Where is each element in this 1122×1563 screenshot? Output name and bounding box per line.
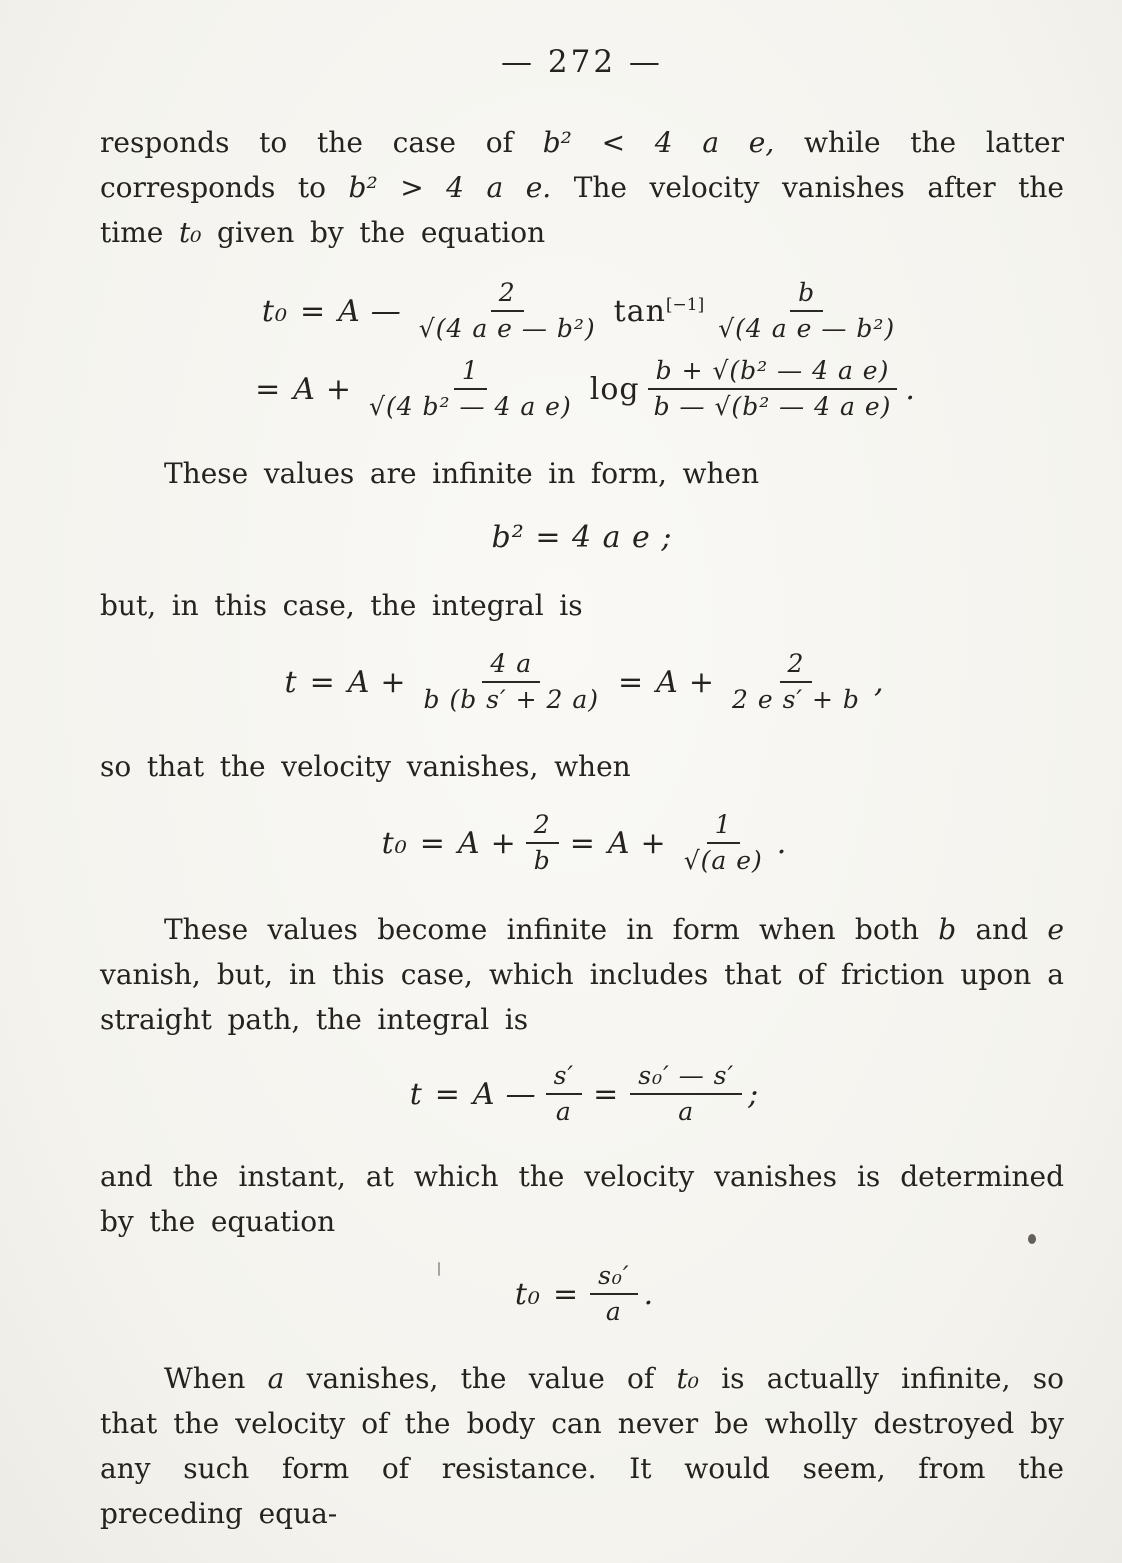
equals-sign: = <box>593 1076 620 1112</box>
denominator: √(4 a e — b²) <box>718 314 896 343</box>
math-inline: e <box>1047 913 1064 946</box>
numerator: 2 <box>526 809 559 844</box>
equals-sign: = <box>309 664 336 700</box>
fraction <box>710 277 903 345</box>
denominator: √(4 b² — 4 a e) <box>369 392 572 421</box>
fraction <box>546 1060 583 1128</box>
denominator: √(a e) <box>683 846 763 875</box>
paragraph-2 <box>100 451 1064 496</box>
fraction <box>676 809 771 877</box>
denominator: a <box>555 1097 572 1126</box>
paragraph-4 <box>100 744 1064 789</box>
scan-speck <box>438 1262 440 1276</box>
equals-sign: = <box>419 825 446 861</box>
text-run: When <box>164 1362 268 1395</box>
plus-sign: + <box>688 664 715 700</box>
equals-sign: = <box>299 293 327 329</box>
eq-term: A <box>347 664 371 700</box>
paragraph-1 <box>100 120 1064 255</box>
numerator: s₀′ <box>590 1260 638 1295</box>
text-run: so that the velocity vanishes, when <box>100 750 631 783</box>
fraction <box>361 355 580 423</box>
equation-friction-integral <box>100 1060 1064 1128</box>
eq-term: A <box>457 825 481 861</box>
function-superscript: [−1] <box>665 294 705 315</box>
page-number: — 272 — <box>501 44 663 80</box>
paragraph-5 <box>100 907 1064 1042</box>
numerator: 4 a <box>482 648 540 683</box>
eq-term: A <box>607 825 631 861</box>
plus-sign: + <box>325 371 353 407</box>
end-punctuation: , <box>873 664 885 700</box>
equals-sign: = <box>618 664 645 700</box>
fraction <box>590 1260 638 1328</box>
paragraph-6 <box>100 1154 1064 1244</box>
text-run: These values are infinite in form, when <box>164 457 760 490</box>
paragraph-7 <box>100 1356 1064 1536</box>
numerator: 2 <box>780 648 813 683</box>
text-run: responds to the case of <box>100 126 543 159</box>
text-run: given by the equation <box>201 216 546 249</box>
text-run: but, in this case, the integral is <box>100 589 583 622</box>
text-run: while the latter corresponds to <box>100 126 1064 204</box>
function-name <box>590 372 640 407</box>
denominator: 2 e s′ + b <box>731 685 860 714</box>
function-label: log <box>589 371 640 407</box>
numerator: 1 <box>454 355 487 390</box>
numerator: b + √(b² — 4 a e) <box>648 355 898 390</box>
function-label: tan <box>613 293 666 329</box>
equation-log-line <box>100 355 1064 423</box>
math-inline: b² < 4 a e, <box>542 126 775 159</box>
math-inline: t₀ <box>676 1362 699 1395</box>
text-run: vanishes, the value of <box>284 1362 677 1395</box>
fraction <box>724 648 868 716</box>
eq-text: b² = 4 a e ; <box>491 520 673 555</box>
text-run: is actually infinite, so that the velocity of the body can never be wholly destroyed by any such form of resistance. It would seem, from the preceding equa- <box>100 1362 1064 1530</box>
fraction <box>630 1060 742 1128</box>
math-inline: t₀ <box>178 216 202 249</box>
end-punctuation: . <box>905 371 916 407</box>
math-inline: b <box>938 913 957 946</box>
text-run: vanish, but, in this case, which includes that of friction upon a straight path, the integral is <box>100 958 1064 1036</box>
eq-lhs: t <box>409 1076 423 1112</box>
numerator: 2 <box>491 277 524 312</box>
denominator: a <box>605 1297 622 1326</box>
minus-sign: — <box>370 293 402 329</box>
eq-term: A <box>656 664 679 700</box>
text-run: and <box>956 913 1048 946</box>
equation-b2-4ae <box>100 520 1064 555</box>
plus-sign: + <box>640 825 667 861</box>
text-run: and the instant, at which the velocity vanishes is determined by the equation <box>100 1160 1064 1238</box>
function-name <box>614 294 705 329</box>
denominator: b — √(b² — 4 a e) <box>653 392 892 421</box>
denominator: a <box>678 1097 695 1126</box>
end-punctuation: ; <box>748 1076 760 1112</box>
numerator: s′ <box>546 1060 583 1095</box>
denominator: √(4 a e — b²) <box>418 314 596 343</box>
equation-t0-vanish <box>100 809 1064 877</box>
numerator: b <box>790 277 823 312</box>
text-run: These values become infinite in form when both <box>164 913 939 946</box>
end-punctuation: . <box>776 825 788 861</box>
fraction <box>411 277 604 345</box>
plus-sign: + <box>380 664 407 700</box>
paragraph-3 <box>100 583 1064 628</box>
equals-sign: = <box>552 1276 580 1312</box>
text-run: The velocity vanishes after the time <box>100 171 1064 249</box>
eq-lhs: t₀ <box>514 1276 541 1312</box>
denominator: b <box>533 846 551 875</box>
fraction <box>646 355 900 423</box>
eq-term: A <box>293 371 316 407</box>
fraction <box>416 648 608 716</box>
math-inline: b² > 4 a e. <box>348 171 552 204</box>
equals-sign: = <box>434 1076 461 1112</box>
eq-term: A <box>338 293 361 329</box>
eq-lhs: t <box>284 664 298 700</box>
equation-arctan-line <box>100 277 1064 345</box>
numerator: s₀′ — s′ <box>630 1060 742 1095</box>
equation-integral-case <box>100 648 1064 716</box>
scan-speck <box>1028 1234 1036 1244</box>
minus-sign: — <box>505 1076 537 1112</box>
eq-lhs: t₀ <box>381 825 408 861</box>
denominator: b (b s′ + 2 a) <box>423 685 600 714</box>
eq-lhs: t₀ <box>261 293 288 329</box>
end-punctuation: . <box>643 1276 655 1312</box>
plus-sign: + <box>490 825 517 861</box>
numerator: 1 <box>707 809 740 844</box>
fraction <box>526 809 559 877</box>
equals-sign: = <box>569 825 596 861</box>
eq-term: A <box>472 1076 496 1112</box>
equals-sign: = <box>255 371 282 407</box>
equation-t0-s0-over-a <box>100 1260 1064 1328</box>
math-inline: a <box>267 1362 285 1395</box>
